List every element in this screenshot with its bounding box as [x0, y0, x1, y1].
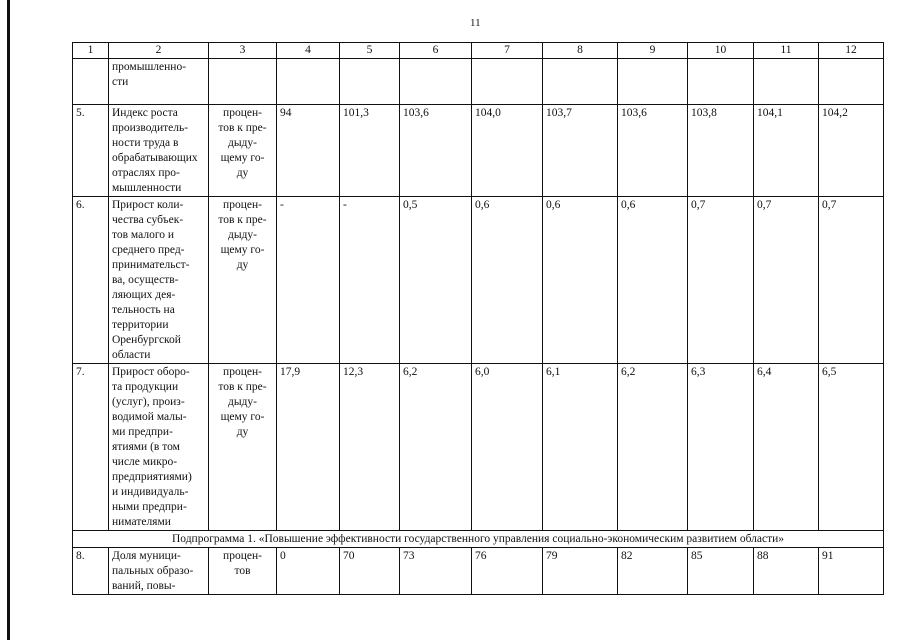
subprogram-title: Подпрограмма 1. «Повышение эффективности государственного управления социально-экономическим развитием области» [73, 531, 884, 548]
indicators-table [72, 42, 884, 595]
unit-cell: процен- тов [209, 548, 277, 595]
row-number: 6. [73, 197, 109, 364]
value-cell: - [277, 197, 340, 364]
unit-cell: процен- тов к пре- дыду- щему го- ду [209, 105, 277, 197]
value-cell: 0,7 [754, 197, 819, 364]
unit-cell: процен- тов к пре- дыду- щему го- ду [209, 364, 277, 531]
value-cell: 0,6 [543, 197, 618, 364]
value-cell: 82 [618, 548, 688, 595]
table-row [73, 548, 884, 595]
column-header: 10 [688, 43, 754, 59]
page-number: 11 [470, 17, 481, 29]
value-cell: 0,6 [618, 197, 688, 364]
subprogram-row [73, 531, 884, 548]
value-cell: 94 [277, 105, 340, 197]
indicator-name: Индекс роста производитель- ности труда в обрабатывающих отраслях про- мышленности [109, 105, 209, 197]
row-number: 5. [73, 105, 109, 197]
value-cell: 76 [472, 548, 543, 595]
value-cell: 103,8 [688, 105, 754, 197]
value-cell: 88 [754, 548, 819, 595]
value-cell: 104,0 [472, 105, 543, 197]
column-header: 3 [209, 43, 277, 59]
table-row [73, 197, 884, 364]
value-cell: 0,7 [688, 197, 754, 364]
indicator-name: промышленно- сти [109, 59, 209, 105]
indicator-name: Доля муници- пальных образо- ваний, повы- [109, 548, 209, 595]
value-cell: 12,3 [340, 364, 400, 531]
value-cell: 17,9 [277, 364, 340, 531]
value-cell: 6,4 [754, 364, 819, 531]
value-cell: 73 [400, 548, 472, 595]
value-cell: 103,6 [618, 105, 688, 197]
indicator-name: Прирост оборо- та продукции (услуг), произ- водимой малы- ми предпри- ятиями (в том числе микро- предприятиями) и индивидуаль- ными предпри- нимателями [109, 364, 209, 531]
table-row [73, 364, 884, 531]
value-cell: 79 [543, 548, 618, 595]
value-cell: 70 [340, 548, 400, 595]
value-cell: 85 [688, 548, 754, 595]
value-cell: 0,7 [819, 197, 884, 364]
row-number: 8. [73, 548, 109, 595]
value-cell: 6,5 [819, 364, 884, 531]
page-left-border [7, 0, 10, 640]
column-header: 7 [472, 43, 543, 59]
row-number: 7. [73, 364, 109, 531]
value-cell: 104,2 [819, 105, 884, 197]
column-header: 2 [109, 43, 209, 59]
value-cell: 91 [819, 548, 884, 595]
value-cell: 0,5 [400, 197, 472, 364]
value-cell: 0 [277, 548, 340, 595]
value-cell: - [340, 197, 400, 364]
value-cell: 0,6 [472, 197, 543, 364]
table-row-continuation [73, 59, 884, 105]
column-header: 9 [618, 43, 688, 59]
column-header: 11 [754, 43, 819, 59]
column-header: 5 [340, 43, 400, 59]
value-cell: 6,3 [688, 364, 754, 531]
column-header: 4 [277, 43, 340, 59]
value-cell: 6,1 [543, 364, 618, 531]
value-cell: 6,2 [400, 364, 472, 531]
value-cell: 104,1 [754, 105, 819, 197]
value-cell: 103,7 [543, 105, 618, 197]
unit-cell: процен- тов к пре- дыду- щему го- ду [209, 197, 277, 364]
indicator-name: Прирост коли- чества субъек- тов малого и среднего пред- принимательст- ва, осуществ- ляющих дея- тельность на территории Оренбургской области [109, 197, 209, 364]
value-cell: 6,0 [472, 364, 543, 531]
value-cell: 6,2 [618, 364, 688, 531]
column-header: 8 [543, 43, 618, 59]
value-cell: 101,3 [340, 105, 400, 197]
column-header: 1 [73, 43, 109, 59]
column-number-row [73, 43, 884, 59]
value-cell: 103,6 [400, 105, 472, 197]
column-header: 12 [819, 43, 884, 59]
column-header: 6 [400, 43, 472, 59]
table-row [73, 105, 884, 197]
